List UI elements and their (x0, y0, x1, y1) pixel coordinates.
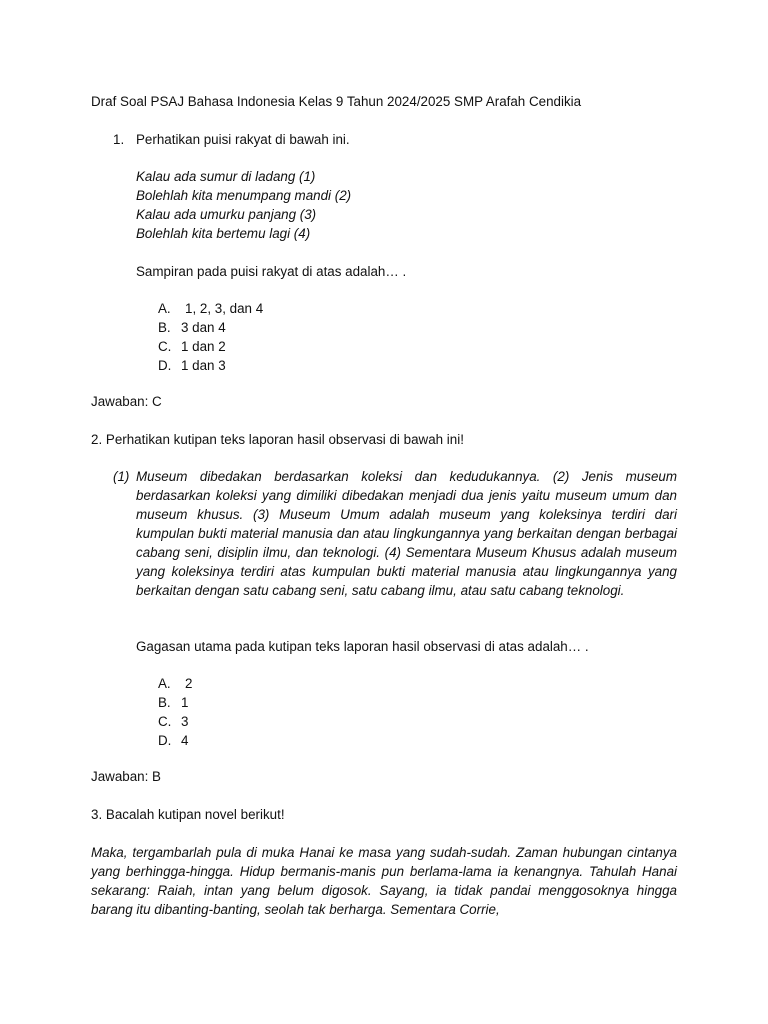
question-2-heading: 2. Perhatikan kutipan teks laporan hasil observasi di bawah ini! (91, 432, 464, 447)
question-1-options (158, 299, 358, 375)
question-1-prompt (113, 130, 613, 149)
option-text: 1, 2, 3, dan 4 (185, 301, 264, 316)
option-text: 3 dan 4 (181, 320, 226, 335)
option-a[interactable] (158, 674, 358, 693)
option-c[interactable] (158, 337, 358, 356)
question-3-heading: 3. Bacalah kutipan novel berikut! (91, 807, 285, 822)
option-a[interactable] (158, 299, 358, 318)
poem-line: Bolehlah kita menumpang mandi (2) (136, 188, 352, 203)
option-b[interactable] (158, 318, 358, 337)
option-label: C. (158, 714, 172, 729)
option-label: A. (158, 676, 171, 691)
option-text: 1 dan 2 (181, 339, 226, 354)
question-1-prompt-text: Perhatikan puisi rakyat di bawah ini. (136, 132, 350, 147)
passage-number: (1) (113, 469, 130, 484)
question-1-answer: Jawaban: C (91, 394, 162, 409)
option-d[interactable] (158, 731, 358, 750)
question-3-passage: Maka, tergambarlah pula di muka Hanai ke masa yang sudah-sudah. Zaman hubungan cintanya yang berhingga-hingga. Hidup bermanis-manis pun berlama-lama ia kenangnya. Tahulah Hanai sekarang: Raiah, intan yang belum digosok. Sayang, ia tidak pandai menggosoknya hingga barang itu dibanting-banting, seolah tak berharga. Sementara Corrie, (91, 845, 677, 917)
poem (136, 167, 351, 243)
option-label: B. (158, 320, 171, 335)
option-label: D. (158, 733, 172, 748)
question-2-passage (113, 467, 677, 600)
option-text: 3 (181, 714, 189, 729)
poem-line: Kalau ada umurku panjang (3) (136, 207, 317, 222)
question-2-answer: Jawaban: B (91, 769, 161, 784)
poem-line: Kalau ada sumur di ladang (1) (136, 169, 316, 184)
option-text: 1 (181, 695, 189, 710)
question-1-question: Sampiran pada puisi rakyat di atas adalah… . (136, 264, 407, 279)
passage-text: Museum dibedakan berdasarkan koleksi dan kedudukannya. (2) Jenis museum berdasarkan koleksi yang dimiliki dibedakan menjadi dua jenis yaitu museum umum dan museum khusus. (3) Museum Umum adalah museum yang koleksinya terdiri dari kumpulan bukti material manusia dan atau lingkungannya yang berkaitan dengan berbagai cabang seni, disiplin ilmu, dan teknologi. (4) Sementara Museum Khusus adalah museum yang koleksinya terdiri atas kumpulan bukti material manusia atau lingkungannya yang berkaitan dengan satu cabang seni, satu cabang ilmu, atau satu cabang teknologi. (136, 469, 677, 598)
option-d[interactable] (158, 356, 358, 375)
option-label: C. (158, 339, 172, 354)
question-2-options (158, 674, 358, 750)
option-label: D. (158, 358, 172, 373)
question-1-number: 1. (113, 132, 125, 147)
option-label: B. (158, 695, 171, 710)
question-2-question: Gagasan utama pada kutipan teks laporan hasil observasi di atas adalah… . (136, 639, 589, 654)
option-text: 2 (185, 676, 193, 691)
option-text: 4 (181, 733, 189, 748)
option-b[interactable] (158, 693, 358, 712)
option-c[interactable] (158, 712, 358, 731)
option-text: 1 dan 3 (181, 358, 226, 373)
poem-line: Bolehlah kita bertemu lagi (4) (136, 226, 311, 241)
option-label: A. (158, 301, 171, 316)
document-title: Draf Soal PSAJ Bahasa Indonesia Kelas 9 Tahun 2024/2025 SMP Arafah Cendikia (91, 94, 582, 109)
